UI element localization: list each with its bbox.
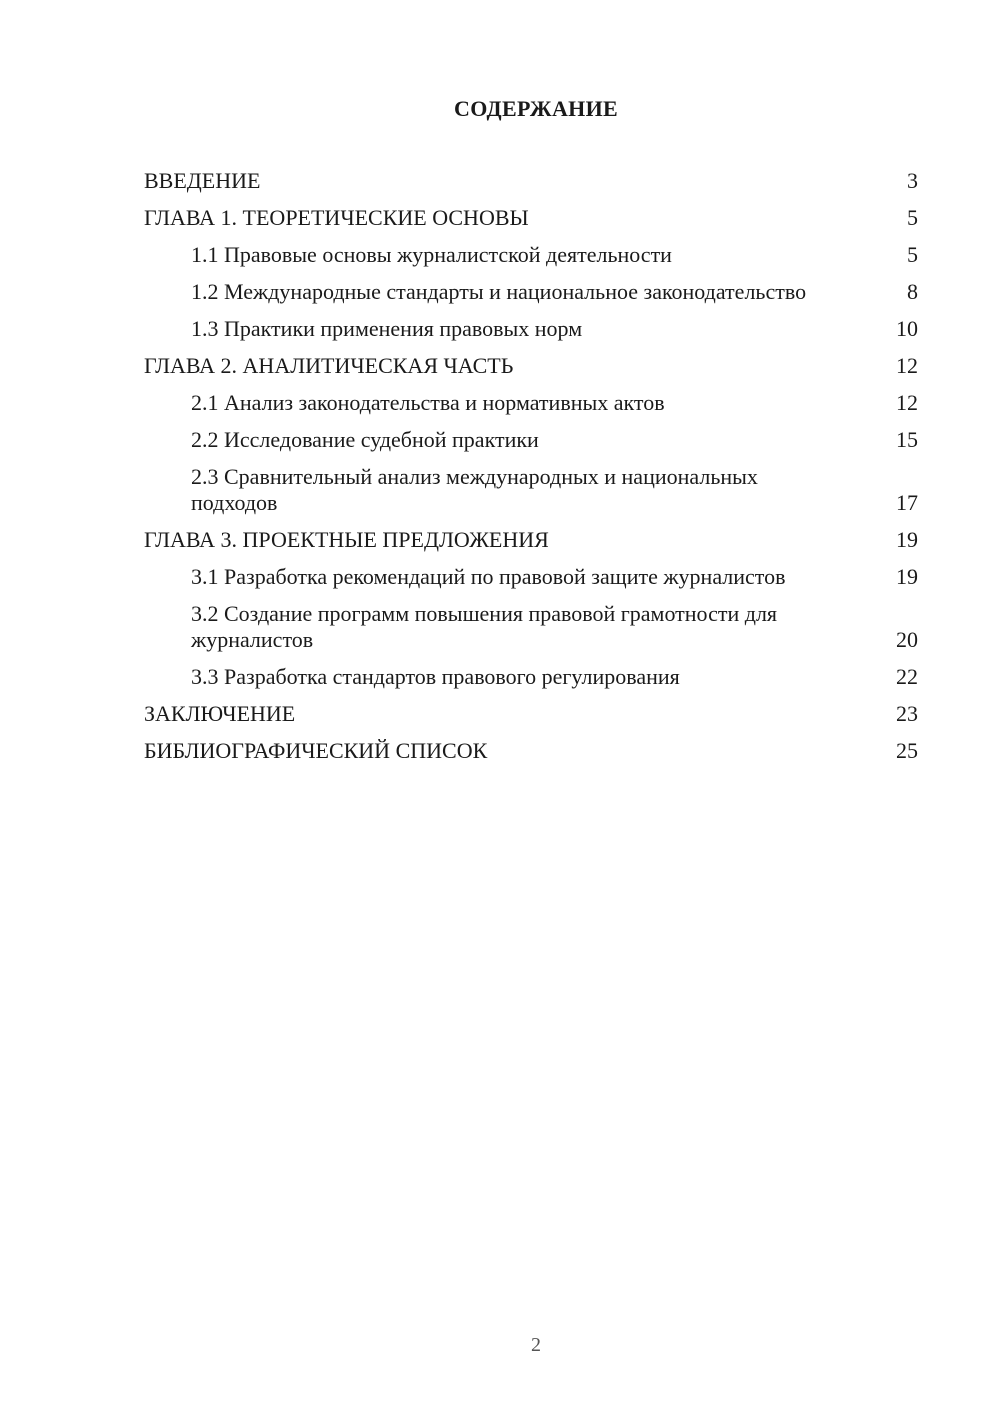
toc-entry-title: БИБЛИОГРАФИЧЕСКИЙ СПИСОК: [144, 738, 488, 763]
toc-entry-page: 15: [896, 427, 918, 452]
toc-subentry[interactable]: [144, 279, 918, 305]
toc-entry-title: 1.1 Правовые основы журналистской деятельности: [191, 242, 672, 267]
toc-entry-page: 19: [896, 527, 918, 552]
toc-entry-title: 1.2 Международные стандарты и национальное законодательство: [191, 279, 807, 304]
toc-entry-title: ГЛАВА 2. АНАЛИТИЧЕСКАЯ ЧАСТЬ: [144, 353, 514, 378]
toc-entry-title: 2.1 Анализ законодательства и нормативных актов: [191, 390, 665, 415]
toc-entry-title: 3.3 Разработка стандартов правового регулирования: [191, 664, 680, 689]
toc-subentry[interactable]: [144, 564, 918, 590]
toc-entry-page: 19: [896, 564, 918, 589]
toc-entry-page: 23: [896, 701, 918, 726]
toc-entry[interactable]: [144, 353, 918, 379]
toc-entry-title: ГЛАВА 1. ТЕОРЕТИЧЕСКИЕ ОСНОВЫ: [144, 205, 529, 230]
toc-entry-page: 22: [896, 664, 918, 689]
toc-entry-page: 3: [907, 168, 918, 193]
toc-entry-title: 3.2 Создание программ повышения правовой грамотности для журналистов: [191, 601, 778, 652]
toc-entry[interactable]: [144, 701, 918, 727]
toc-entry-page: 5: [907, 242, 918, 267]
toc-entry[interactable]: [144, 527, 918, 553]
toc-subentry[interactable]: [144, 242, 918, 268]
toc-entry-title: 2.2 Исследование судебной практики: [191, 427, 539, 452]
toc-entry[interactable]: [144, 168, 918, 194]
toc-entry-page: 8: [907, 279, 918, 304]
toc-subentry[interactable]: [144, 464, 918, 516]
toc-entry-page: 20: [896, 627, 918, 652]
toc-entry[interactable]: [144, 738, 918, 764]
toc-entry-title: 3.1 Разработка рекомендаций по правовой защите журналистов: [191, 564, 786, 589]
toc-entry-title: ГЛАВА 3. ПРОЕКТНЫЕ ПРЕДЛОЖЕНИЯ: [144, 527, 549, 552]
page-number: 2: [531, 1334, 541, 1356]
toc-subentry[interactable]: [144, 316, 918, 342]
toc-subentry[interactable]: [144, 427, 918, 453]
toc-entry-title: 2.3 Сравнительный анализ международных и национальных подходов: [191, 464, 758, 515]
toc-entry-page: 12: [896, 353, 918, 378]
toc-entry[interactable]: [144, 205, 918, 231]
toc-entry-page: 5: [907, 205, 918, 230]
toc-subentry[interactable]: [144, 601, 918, 653]
toc-entry-title: 1.3 Практики применения правовых норм: [191, 316, 583, 341]
table-of-contents: [144, 168, 918, 775]
toc-subentry[interactable]: [144, 664, 918, 690]
toc-subentry[interactable]: [144, 390, 918, 416]
toc-entry-title: ВВЕДЕНИЕ: [144, 168, 261, 193]
toc-entry-page: 12: [896, 390, 918, 415]
toc-entry-title: ЗАКЛЮЧЕНИЕ: [144, 701, 296, 726]
toc-entry-page: 17: [896, 490, 918, 515]
toc-entry-page: 10: [896, 316, 918, 341]
toc-entry-page: 25: [896, 738, 918, 763]
page-title: СОДЕРЖАНИЕ: [454, 96, 618, 121]
